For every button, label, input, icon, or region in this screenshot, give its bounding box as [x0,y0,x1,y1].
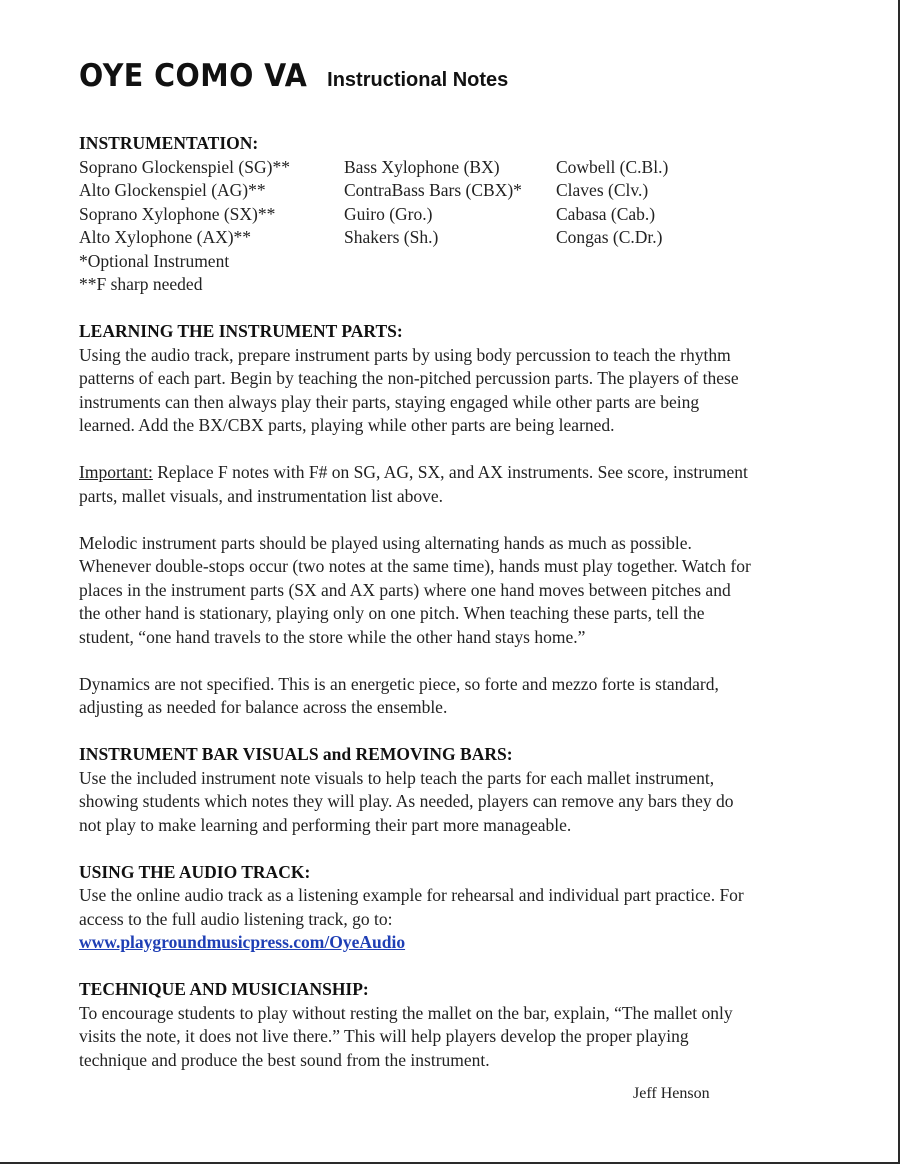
instrument-item: Cabasa (Cab.) [556,203,656,224]
important-text: Replace F notes with F# on SG, AG, SX, and AX instruments. See score, instrument [152,462,748,482]
instrumentation-heading: INSTRUMENTATION: [79,133,259,153]
visuals-heading: INSTRUMENT BAR VISUALS and REMOVING BARS: [79,744,513,764]
dynamics-paragraph [79,673,824,720]
technique-paragraph [79,1002,824,1073]
text-line: learned. Add the BX/CBX parts, playing while other parts are being learned. [79,415,615,435]
technique-heading: TECHNIQUE AND MUSICIANSHIP: [79,979,369,999]
text-line: parts, mallet visuals, and instrumentation list above. [79,485,444,506]
audio-paragraph [79,884,824,955]
instrument-item: Guiro (Gro.) [344,203,433,224]
text-line: visits the note, it does not live there.” This will help players develop the proper playing [79,1026,689,1046]
instrument-item: Soprano Glockenspiel (SG)** [79,156,290,177]
optional-note: *Optional Instrument [79,250,230,271]
text-line [79,931,824,955]
text-line: access to the full audio listening track, go to: [79,908,393,929]
text-line: patterns of each part. Begin by teaching the non-pitched percussion parts. The players of these [79,368,739,388]
instrument-item: Cowbell (C.Bl.) [556,156,669,177]
text-line: Whenever double-stops occur (two notes at the same time), hands must play together. Watch for [79,556,751,576]
title-row [79,58,824,104]
text-line: Dynamics are not specified. This is an energetic piece, so forte and mezzo forte is standard, [79,673,719,694]
title-sub: Instructional Notes [327,69,509,91]
visuals-paragraph [79,767,824,838]
text-line: student, “one hand travels to the store while the other hand stays home.” [79,626,586,647]
text-line: adjusting as needed for balance across the ensemble. [79,697,448,717]
instrument-item: Soprano Xylophone (SX)** [79,203,276,224]
document-page [79,58,824,1106]
instrumentation-column-2 [344,156,522,250]
text-line [79,461,824,485]
instrumentation-column-1 [79,156,290,297]
text-line: Use the online audio track as a listening example for rehearsal and individual part practice. For [79,885,744,905]
text-line: To encourage students to play without resting the mallet on the bar, explain, “The mallet only [79,1002,733,1023]
fsharp-note: **F sharp needed [79,274,203,294]
instrument-item: Shakers (Sh.) [344,227,439,247]
signature: Jeff Henson [633,1085,710,1102]
text-line: not play to make learning and performing their part more manageable. [79,814,572,835]
instrument-item: Congas (C.Dr.) [556,227,663,247]
text-line: showing students which notes they will play. As needed, players can remove any bars they do [79,791,734,811]
title-main: OYE COMO VA [79,58,308,94]
text-line: places in the instrument parts (SX and AX parts) where one hand moves between pitches and [79,579,731,600]
instrument-item: Alto Glockenspiel (AG)** [79,180,266,200]
instrumentation-column-3 [556,156,668,250]
text-line: instruments can then always play their parts, staying engaged while other parts are being [79,391,700,412]
instrument-item: Alto Xylophone (AX)** [79,227,252,247]
important-label: Important: [79,462,153,482]
audio-link[interactable]: www.playgroundmusicpress.com/OyeAudio [79,932,406,952]
learning-paragraph [79,344,824,438]
instrument-item: Claves (Clv.) [556,180,649,200]
text-line: technique and produce the best sound from the instrument. [79,1049,490,1070]
instrumentation-list [79,156,824,297]
melodic-paragraph [79,532,824,650]
important-paragraph [79,461,824,508]
text-line: Using the audio track, prepare instrument parts by using body percussion to teach the rhythm [79,344,731,365]
text-line: the other hand is stationary, playing only on one pitch. When teaching these parts, tell the [79,603,705,623]
text-line: Melodic instrument parts should be played using alternating hands as much as possible. [79,532,692,553]
audio-heading: USING THE AUDIO TRACK: [79,861,311,882]
instrument-item: ContraBass Bars (CBX)* [344,180,522,200]
text-line: Use the included instrument note visuals to help teach the parts for each mallet instrument, [79,767,715,788]
instrument-item: Bass Xylophone (BX) [344,156,500,177]
learning-heading: LEARNING THE INSTRUMENT PARTS: [79,321,403,341]
